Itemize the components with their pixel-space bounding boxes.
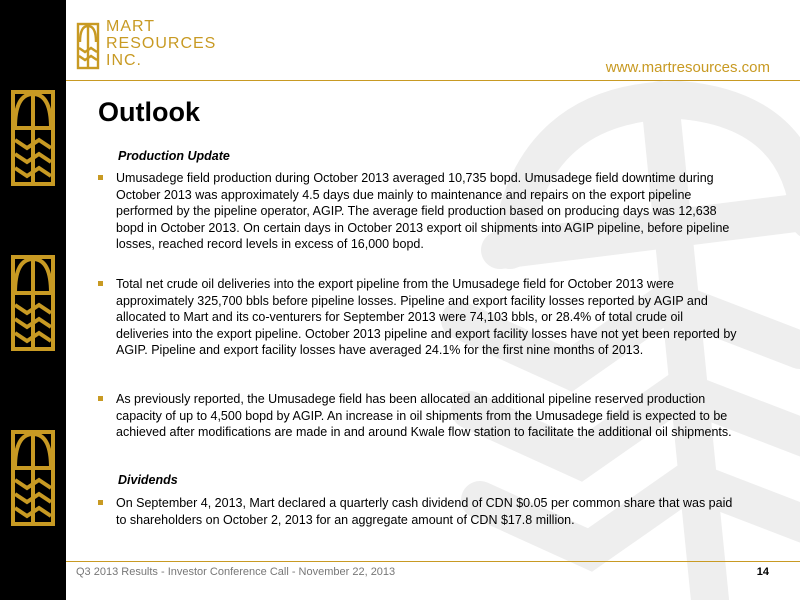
bullet-item [98, 391, 738, 441]
page-title: Outlook [98, 97, 200, 127]
mart-emblem-icon [9, 253, 57, 353]
bullet-item [98, 170, 738, 253]
logo-line-3: INC. [106, 52, 142, 69]
bullet-square-icon [98, 500, 103, 505]
bullet-square-icon [98, 175, 103, 180]
logo-wordmark [106, 18, 216, 69]
website-url: www.martresources.com [605, 59, 770, 76]
mart-emblem-icon [76, 22, 100, 70]
bullet-item [98, 495, 738, 528]
section-heading-dividends: Dividends [118, 473, 178, 487]
logo-line-1: MART [106, 18, 156, 35]
bullet-text: Umusadege field production during October 2013 averaged 10,735 bopd. Umusadege field downtime during October 2013 was approximately 4.5 days due mainly to maintenance and repairs on the export pipeline performed by the pipeline operator, AGIP. The average field production based on producing days was 12,638 bopd in October 2013. On certain days in October 2013 export oil shipments into AGIP pipeline, before pipeline losses, reached record levels in excess of 16,000 bopd. [116, 171, 730, 252]
bullet-text: Total net crude oil deliveries into the export pipeline from the Umusadege field for October 2013 were approximately 325,700 bbls before pipeline losses. Pipeline and export facility losses reported by AGIP and allocated to Mart and its co-venturers for September 2013 were 74,103 bbls, or 28.4% of total crude oil deliveries into the export pipeline. October 2013 pipeline and export facility losses have not yet been reported by AGIP. Pipeline and export facility losses have averaged 24.1% for the first nine months of 2013. [116, 277, 737, 358]
page-number: 14 [756, 566, 769, 578]
logo-line-2: RESOURCES [106, 35, 217, 52]
bullet-item [98, 276, 738, 359]
mart-emblem-icon [9, 428, 57, 528]
footer-caption: Q3 2013 Results - Investor Conference Call - November 22, 2013 [76, 566, 396, 578]
bullet-text: On September 4, 2013, Mart declared a quarterly cash dividend of CDN $0.05 per common share that was paid to shareholders on October 2, 2013 for an aggregate amount of CDN $17.8 million. [116, 496, 733, 527]
bullet-square-icon [98, 396, 103, 401]
section-heading-production: Production Update [118, 149, 230, 163]
mart-emblem-icon [9, 88, 57, 188]
footer-divider [66, 561, 800, 562]
left-sidebar [0, 0, 66, 600]
company-logo [76, 18, 236, 78]
header-divider [66, 80, 800, 81]
bullet-square-icon [98, 281, 103, 286]
bullet-text: As previously reported, the Umusadege field has been allocated an additional pipeline reserved production capacity of up to 4,500 bopd by AGIP. An increase in oil shipments from the Umusadege field is expected to be achieved after modifications are made in and around Kwale flow station to facilitate the additional oil shipments. [116, 392, 732, 440]
